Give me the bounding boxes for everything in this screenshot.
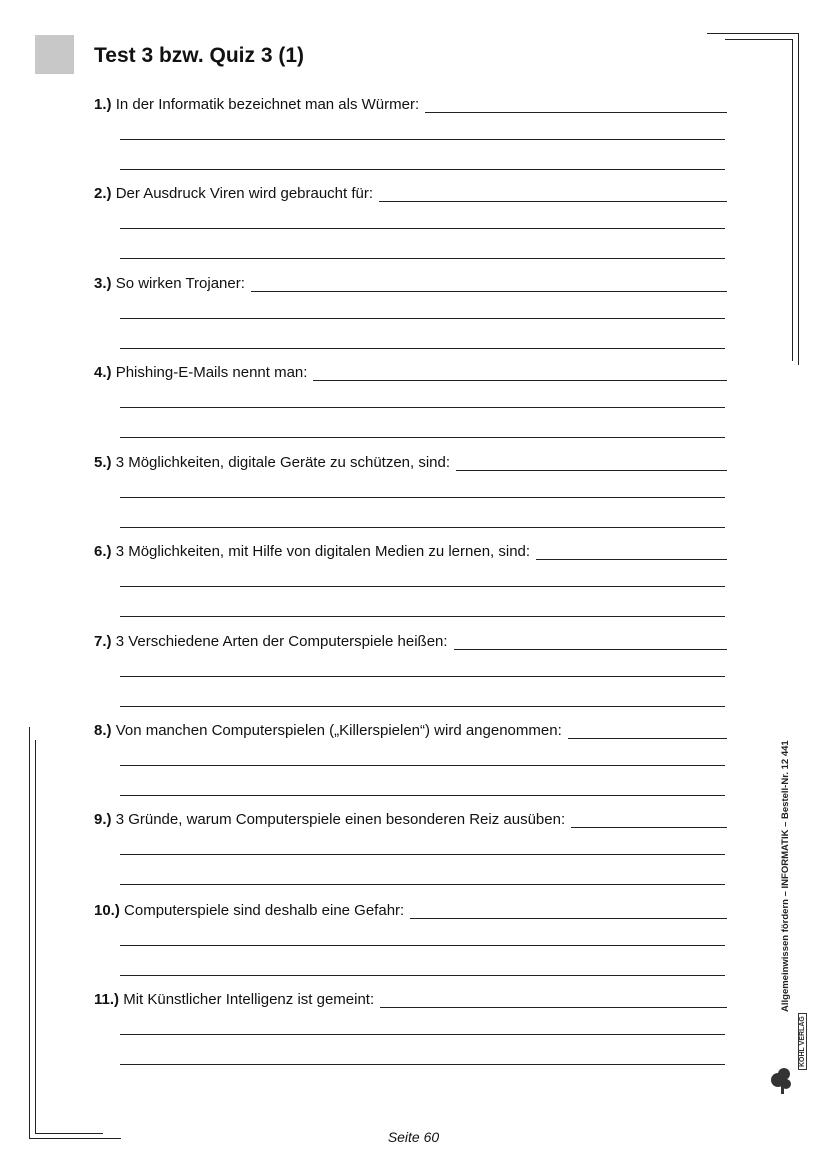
- question-2: [94, 184, 727, 204]
- answer-line[interactable]: [120, 318, 725, 319]
- question-text: [94, 454, 450, 473]
- question-4: [94, 363, 727, 383]
- question-prompt: 3 Möglichkeiten, digitale Geräte zu schützen, sind:: [115, 454, 451, 471]
- answer-line-inline[interactable]: [454, 648, 727, 650]
- frame-top-right-outer-h: [707, 33, 799, 34]
- question-prompt: Von manchen Computerspielen („Killerspielen“) wird angenommen:: [115, 722, 562, 739]
- question-text: [94, 902, 404, 921]
- question-prompt: Computerspiele sind deshalb eine Gefahr:: [124, 902, 405, 919]
- question-7: [94, 632, 727, 652]
- answer-line[interactable]: [120, 497, 725, 498]
- answer-line-inline[interactable]: [251, 290, 727, 292]
- answer-line[interactable]: [120, 139, 725, 140]
- question-number: 9.): [94, 811, 112, 828]
- question-prompt: Mit Künstlicher Intelligenz ist gemeint:: [123, 991, 375, 1008]
- question-text: [94, 185, 373, 204]
- answer-line[interactable]: [120, 676, 725, 677]
- answer-line[interactable]: [120, 169, 725, 170]
- answer-line[interactable]: [120, 586, 725, 587]
- question-prompt: In der Informatik bezeichnet man als Würmer:: [115, 96, 420, 113]
- question-text: [94, 364, 307, 383]
- question-number: 8.): [94, 722, 112, 739]
- question-8: [94, 721, 727, 741]
- question-prompt: 3 Gründe, warum Computerspiele einen besonderen Reiz ausüben:: [115, 811, 566, 828]
- question-text: [94, 275, 245, 294]
- question-5: [94, 453, 727, 473]
- answer-line[interactable]: [120, 1064, 725, 1065]
- answer-line-inline[interactable]: [536, 558, 727, 560]
- question-prompt: Phishing-E-Mails nennt man:: [115, 364, 308, 381]
- question-prompt: 3 Möglichkeiten, mit Hilfe von digitalen Medien zu lernen, sind:: [115, 543, 531, 560]
- side-publisher-label: Allgemeinwissen fördern – INFORMATIK – Bestell-Nr. 12 441: [780, 740, 791, 1012]
- corner-grey-box: [35, 35, 74, 74]
- answer-line[interactable]: [120, 228, 725, 229]
- question-text: [94, 811, 565, 830]
- question-number: 10.): [94, 902, 120, 919]
- answer-line[interactable]: [120, 437, 725, 438]
- question-11: [94, 990, 727, 1010]
- answer-line-inline[interactable]: [313, 379, 727, 381]
- question-prompt: So wirken Trojaner:: [115, 275, 245, 292]
- answer-line-inline[interactable]: [410, 917, 727, 919]
- frame-bottom-left-inner-v: [35, 740, 36, 1134]
- question-text: [94, 722, 562, 741]
- answer-line[interactable]: [120, 407, 725, 408]
- frame-bottom-left-outer-v: [29, 727, 30, 1139]
- answer-line[interactable]: [120, 884, 725, 885]
- page-number: Seite 60: [387, 1129, 440, 1145]
- publisher-logo: [768, 1018, 802, 1096]
- question-number: 6.): [94, 543, 112, 560]
- publisher-logo-text: KOHL VERLAG: [798, 1013, 807, 1070]
- answer-line-inline[interactable]: [380, 1006, 727, 1008]
- frame-top-right-inner-v: [792, 39, 793, 361]
- answer-line[interactable]: [120, 706, 725, 707]
- question-3: [94, 274, 727, 294]
- page-title: Test 3 bzw. Quiz 3 (1): [94, 44, 305, 67]
- question-number: 11.): [94, 991, 120, 1008]
- answer-line[interactable]: [120, 1034, 725, 1035]
- answer-line-inline[interactable]: [456, 469, 727, 471]
- answer-line-inline[interactable]: [568, 737, 727, 739]
- question-prompt: 3 Verschiedene Arten der Computerspiele heißen:: [115, 633, 448, 650]
- frame-top-right-outer-v: [798, 33, 799, 365]
- answer-line[interactable]: [120, 854, 725, 855]
- question-text: [94, 633, 448, 652]
- answer-line[interactable]: [120, 975, 725, 976]
- question-text: [94, 543, 530, 562]
- answer-line[interactable]: [120, 258, 725, 259]
- question-number: 7.): [94, 633, 112, 650]
- answer-line[interactable]: [120, 945, 725, 946]
- answer-line[interactable]: [120, 765, 725, 766]
- question-6: [94, 542, 727, 562]
- question-9: [94, 810, 727, 830]
- answer-line-inline[interactable]: [571, 826, 727, 828]
- answer-line[interactable]: [120, 616, 725, 617]
- question-text: [94, 96, 419, 115]
- question-number: 4.): [94, 364, 112, 381]
- answer-line[interactable]: [120, 348, 725, 349]
- frame-top-right-inner-h: [725, 39, 793, 40]
- question-1: [94, 95, 727, 115]
- answer-line-inline[interactable]: [425, 111, 727, 113]
- question-text: [94, 991, 374, 1010]
- answer-line-inline[interactable]: [379, 200, 727, 202]
- question-10: [94, 901, 727, 921]
- question-prompt: Der Ausdruck Viren wird gebraucht für:: [115, 185, 374, 202]
- answer-line[interactable]: [120, 527, 725, 528]
- answer-line[interactable]: [120, 795, 725, 796]
- question-number: 5.): [94, 454, 112, 471]
- question-number: 2.): [94, 185, 112, 202]
- question-number: 1.): [94, 96, 112, 113]
- question-number: 3.): [94, 275, 112, 292]
